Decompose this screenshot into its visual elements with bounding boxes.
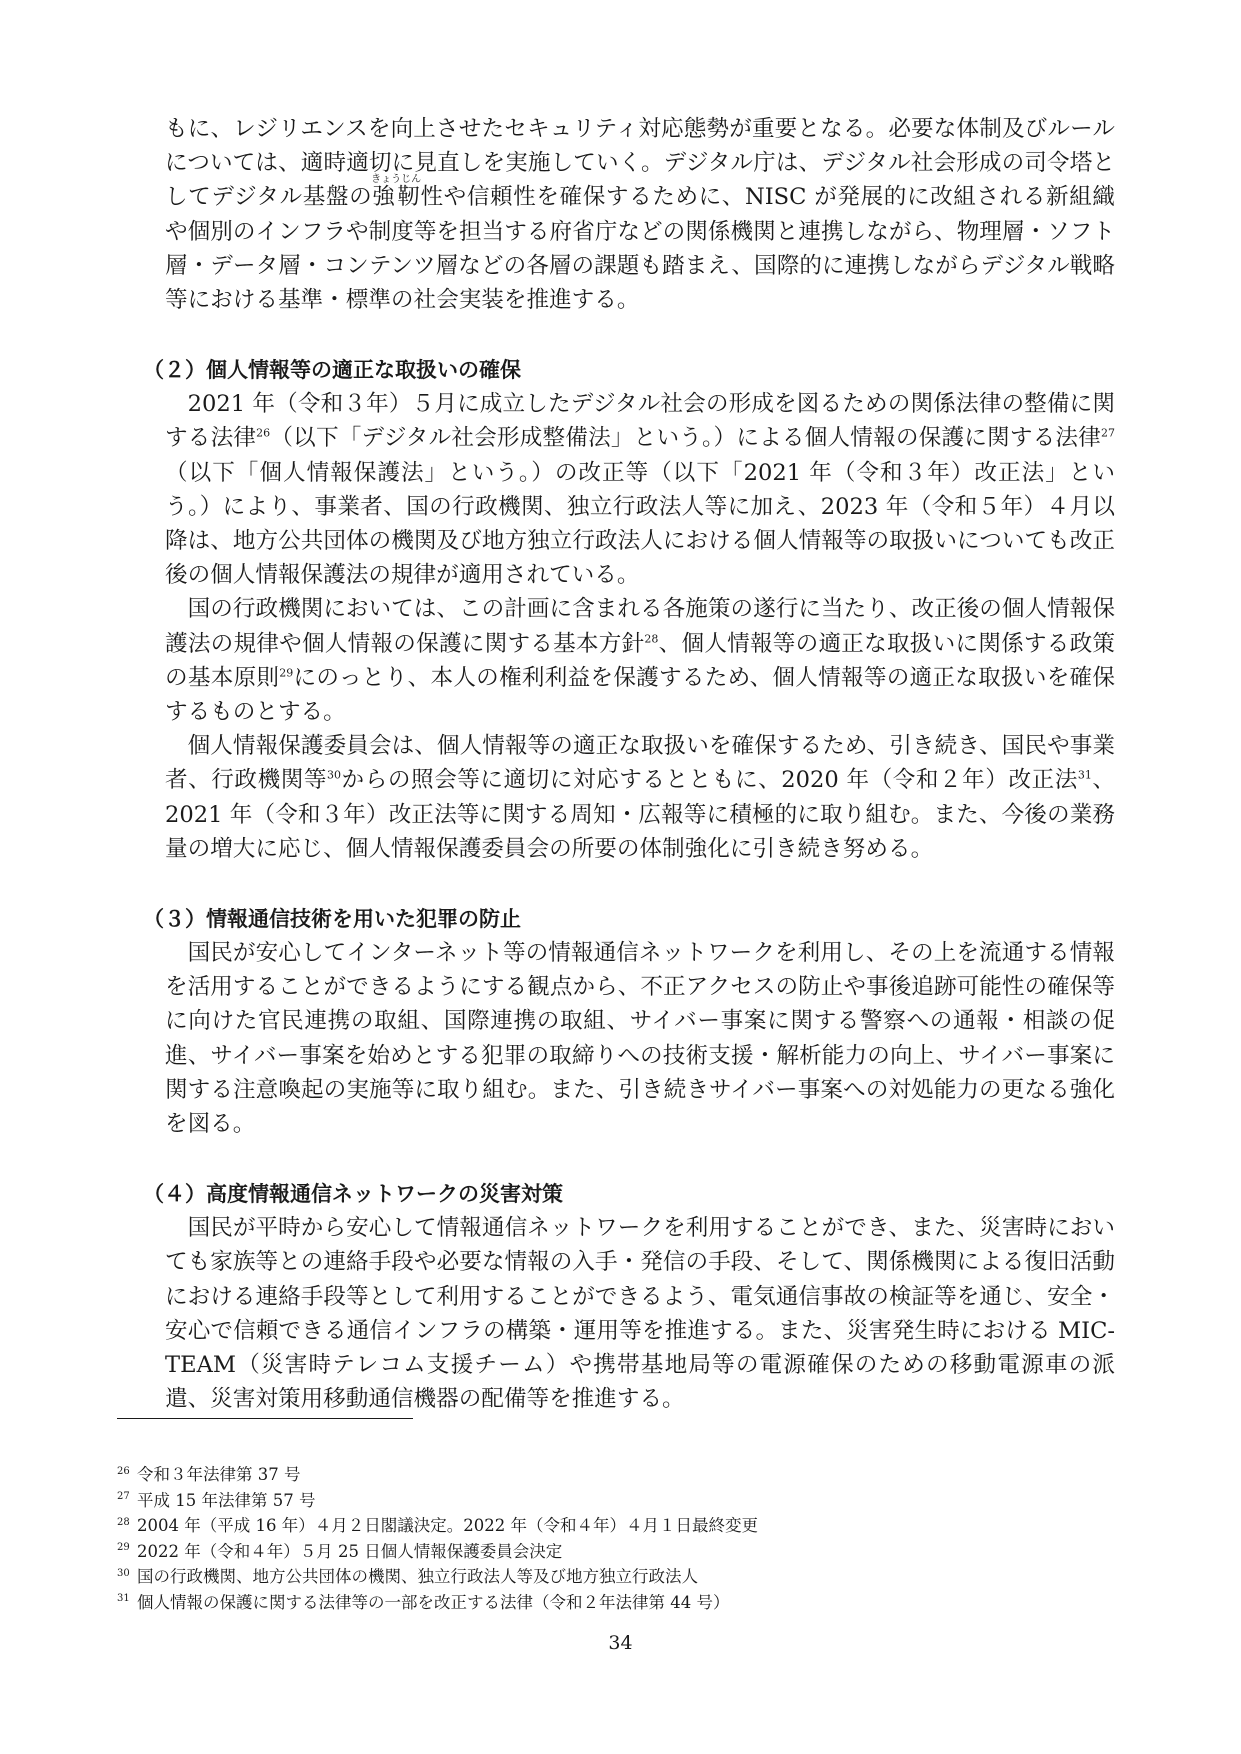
- footnote-item-30: 30 国の行政機関、地方公共団体の機関、独立行政法人等及び地方独立行政法人: [117, 1567, 698, 1587]
- page-number: 34: [608, 1632, 633, 1654]
- intro-text-after: 性や信頼性を確保するために、NISC が発展的に改組される新組織や個別のインフラや制度等を担当する府省庁などの関係機関と連携しながら、物理層・ソフト層・データ層・コンテンツ層などの各層の課題も踏まえ、国際的に連携しながらデジタル戦略等における基準・標準の社会実装を推進する。: [165, 184, 1115, 314]
- footnote-text: 国の行政機関、地方公共団体の機関、独立行政法人等及び地方独立行政法人: [137, 1567, 698, 1587]
- s2p1-text-c: （以下「個人情報保護法」という。）の改正等（以下「2021 年（令和３年）改正法」という。）により、事業者、国の行政機関、独立行政法人等に加え、2023 年（令和５年）４月以降は、地方公共団体の機関及び地方独立行政法人における個人情報等の取扱いについても改正後の個人情報保護法の規律が適用されている。: [165, 459, 1115, 589]
- footnote-text: 2004 年（平成 16 年）４月２日閣議決定。2022 年（令和４年）４月１日最終変更: [137, 1516, 758, 1536]
- footnote-text: 平成 15 年法律第 57 号: [137, 1490, 316, 1510]
- footnote-text: 2022 年（令和４年）５月 25 日個人情報保護委員会決定: [137, 1541, 563, 1561]
- footnote-ref-29[interactable]: 29: [279, 666, 294, 680]
- footnote-item-29: 29 2022 年（令和４年）５月 25 日個人情報保護委員会決定: [117, 1541, 563, 1561]
- page-body: [143, 112, 1116, 1417]
- s2p1-text-b: （以下「デジタル社会形成整備法」という。）による個人情報の保護に関する法律: [270, 425, 1102, 452]
- footnote-list: [117, 1462, 1017, 1616]
- intro-text-before: もに、レジリエンスを向上させたセキュリティ対応態勢が重要となる。必要な体制及びルールについては、適時適切に見直しを実施していく。デジタル庁は、デジタル社会形成の司令塔としてデジタル基盤の: [165, 116, 1115, 211]
- section-3-paragraph-1: 国民が安心してインターネット等の情報通信ネットワークを利用し、その上を流通する情報を活用することができるようにする観点から、不正アクセスの防止や事後追跡可能性の確保等に向けた官民連携の取組、国際連携の取組、サイバー事案に関する警察への通報・相談の促進、サイバー事案を始めとする犯罪の取締りへの技術支援・解析能力の向上、サイバー事案に関する注意喚起の実施等に取り組む。また、引き続きサイバー事案への対処能力の更なる強化を図る。: [165, 940, 1115, 1138]
- intro-paragraph: [165, 112, 1115, 317]
- footnote-ref-26[interactable]: 26: [256, 426, 271, 440]
- section-2-paragraph-3: [165, 729, 1115, 866]
- ruby-base: 強靭: [371, 184, 422, 211]
- footnote-text: 令和３年法律第 37 号: [137, 1465, 301, 1484]
- section-2-heading: （２）個人情報等の適正な取扱いの確保: [143, 358, 521, 383]
- section-4-paragraph-1: 国民が平時から安心して情報通信ネットワークを利用することができ、また、災害時においても家族等との連絡手段や必要な情報の入手・発信の手段、そして、関係機関による復旧活動における連絡手段等として利用することができるよう、電気通信事故の検証等を通じ、安全・安心で信頼できる通信インフラの構築・運用等を推進する。また、災害発生時における MIC-TEAM（災害時テレコム支援チーム）や携帯基地局等の電源確保のための移動電源車の派遣、災害対策用移動通信機器の配備等を推進する。: [165, 1215, 1115, 1413]
- section-4-heading: （４）高度情報通信ネットワークの災害対策: [143, 1182, 563, 1207]
- section-2-paragraph-2: [165, 592, 1115, 729]
- ruby-reading: きょうじん: [371, 174, 422, 186]
- s2p1-text-a: 2021 年（令和３年）５月に成立したデジタル社会の形成を図るための関係法律の整備に関する法律: [165, 391, 1115, 452]
- s2p2-text-b: 、個人情報等の適正な取扱いに関係する政策の基本原則: [165, 630, 1116, 691]
- footnote-item-26: 26 令和３年法律第 37 号: [117, 1465, 301, 1484]
- section-3-heading: （３）情報通信技術を用いた犯罪の防止: [143, 907, 521, 932]
- s2p3-text-c: 、2021 年（令和３年）改正法等に関する周知・広報等に積極的に取り組む。また、今後の業務量の増大に応じ、個人情報保護委員会の所要の体制強化に引き続き努める。: [165, 767, 1116, 862]
- footnote-ref-28[interactable]: 28: [644, 632, 659, 646]
- footnote-divider: [117, 1418, 413, 1419]
- s2p3-text-b: からの照会等に適切に対応するとともに、2020 年（令和２年）改正法: [341, 767, 1078, 794]
- s2p2-text-a: 国の行政機関においては、この計画に含まれる各施策の遂行に当たり、改正後の個人情報保護法の規律や個人情報の保護に関する基本方針: [165, 596, 1115, 657]
- footnote-ref-27[interactable]: 27: [1101, 426, 1116, 440]
- section-2-paragraph-1: [165, 387, 1115, 592]
- ruby-kyoujin: [371, 174, 422, 211]
- s2p3-text-a: 個人情報保護委員会は、個人情報等の適正な取扱いを確保するため、引き続き、国民や事業者、行政機関等: [165, 733, 1115, 794]
- footnote-item-27: 27 平成 15 年法律第 57 号: [117, 1490, 316, 1510]
- s2p2-text-c: にのっとり、本人の権利利益を保護するため、個人情報等の適正な取扱いを確保するものとする。: [165, 664, 1116, 726]
- footnote-item-28: 28 2004 年（平成 16 年）４月２日閣議決定。2022 年（令和４年）４月１日最終変更: [117, 1516, 758, 1536]
- footnote-ref-31[interactable]: 31: [1077, 768, 1092, 782]
- footnote-text: 個人情報の保護に関する法律等の一部を改正する法律（令和２年法律第 44 号）: [137, 1592, 730, 1612]
- footnote-ref-30[interactable]: 30: [327, 768, 341, 782]
- footnote-item-31: 31 個人情報の保護に関する法律等の一部を改正する法律（令和２年法律第 44 号）: [117, 1592, 730, 1612]
